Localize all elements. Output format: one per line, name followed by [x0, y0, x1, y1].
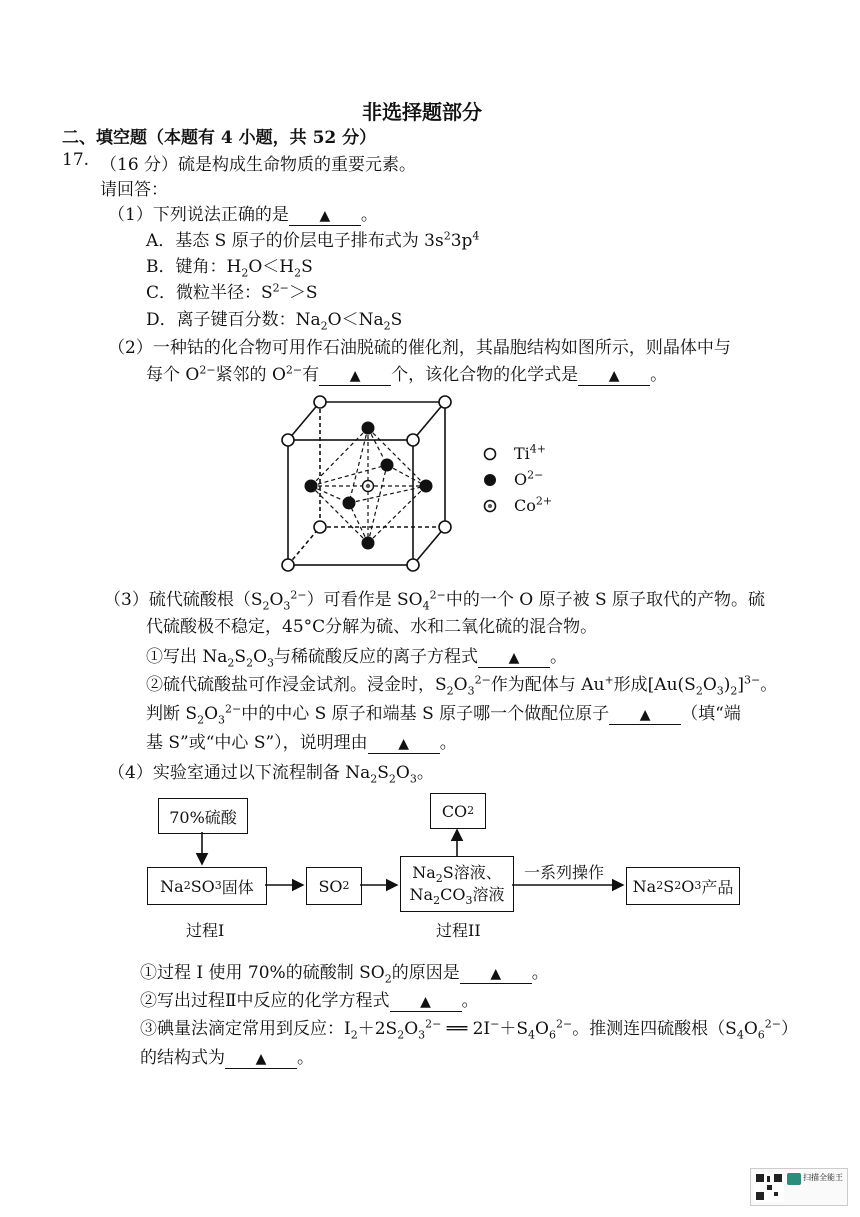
- part3-line1: （3）硫代硫酸根$(S_2O_3^{2-})$可看作是 $SO_4^{2-}$中的一个 O 原子被 S 原子取代的产物。硫: [104, 588, 766, 613]
- box-solution: $Na_2S$溶液、 $Na_2CO_3$溶液: [400, 856, 514, 912]
- process-2-label: 过程II: [436, 921, 481, 940]
- section-title: 非选择题部分: [362, 100, 482, 124]
- answer-blank[interactable]: ▲: [368, 734, 440, 754]
- part2-line1: （2）一种钴的化合物可用作石油脱硫的催化剂，其晶胞结构如图所示，则晶体中与: [108, 338, 731, 358]
- part3-line2: 代硫酸极不稳定，45°C分解为硫、水和二氧化硫的混合物。: [146, 617, 598, 637]
- legend-co: $Co^{2+}$: [514, 494, 553, 515]
- part3-item1: ①写出 $Na_2S_2O_3$与稀硫酸反应的离子方程式 ▲ 。: [146, 647, 568, 670]
- option-b: B．键角：$H_2O<H_2S$: [146, 257, 313, 280]
- part3-item4: 基 S”或“中心 S”），说明理由 ▲ 。: [146, 733, 457, 753]
- part4-stem: （4）实验室通过以下流程制备 $Na_2S_2O_3$。: [108, 763, 434, 786]
- box-acid: 70%硫酸: [158, 798, 248, 834]
- qr-code-icon: [754, 1172, 784, 1202]
- part2-line2: 每个 $O^{2-}$紧邻的 $O^{2-}$有 ▲ 个，该化合物的化学式是 ▲ 。: [146, 363, 668, 385]
- answer-blank[interactable]: ▲: [478, 648, 550, 668]
- process-1-label: 过程I: [186, 921, 225, 940]
- watermark-text: 扫描全能王: [803, 1173, 843, 1182]
- answer-blank[interactable]: ▲: [609, 705, 681, 725]
- flow-ops-label: 一系列操作: [524, 863, 605, 882]
- box-so2: SO 2: [306, 867, 362, 905]
- answer-blank[interactable]: ▲: [390, 992, 462, 1012]
- answer-blank[interactable]: ▲: [225, 1049, 297, 1069]
- part4-item2: ②写出过程Ⅱ中反应的化学方程式 ▲ 。: [140, 991, 479, 1011]
- part-heading: 二、填空题（本题有 4 小题，共 52 分）: [62, 128, 377, 148]
- part4-item3: ③碘量法滴定常用到反应：$I_2+2S_2O_3^{2-}$ ══ $2I^-+S_4O_6^{2-}$。推测连四硫酸根$(S_4O_6^{2-})$: [140, 1017, 798, 1042]
- part4-item4: 的结构式为 ▲ 。: [140, 1048, 314, 1068]
- option-d: D．离子键百分数：$Na_2O<Na_2S$: [146, 310, 403, 333]
- question-prompt: 请回答：: [100, 180, 168, 200]
- box-product: Na 2 S 2 O 3 产品: [626, 867, 740, 905]
- legend-ti: $Ti^{4+}$: [514, 442, 547, 463]
- part4-item1: ①过程 I 使用 70%的硫酸制 $SO_2$的原因是 ▲ 。: [140, 963, 549, 986]
- answer-blank[interactable]: ▲: [578, 366, 650, 386]
- scanner-watermark: [750, 1168, 848, 1206]
- scanner-logo-icon: [787, 1173, 801, 1185]
- option-a: A．基态 S 原子的价层电子排布式为 $3s^23p^4$: [146, 229, 480, 251]
- question-number: 17.: [62, 150, 90, 170]
- option-c: C．微粒半径：$S^{2-}>S$: [146, 281, 318, 303]
- part3-item3: 判断 $S_2O_3^{2-}$中的中心 S 原子和端基 S 原子哪一个做配位原子 ▲ （填“端: [146, 702, 741, 727]
- legend-o: $O^{2-}$: [514, 468, 544, 489]
- part3-item2: ②硫代硫酸盐可作浸金试剂。浸金时，$S_2O_3^{2-}$作为配体与 Au+形成$[Au(S_2O_3)_2]^{3-}$。: [146, 673, 778, 698]
- part1-stem: （1）下列说法正确的是 ▲ 。: [108, 205, 378, 225]
- answer-blank[interactable]: ▲: [460, 964, 532, 984]
- box-co2: CO 2: [430, 793, 486, 829]
- box-na2so3: Na 2 SO 3 固体: [147, 867, 267, 905]
- answer-blank[interactable]: ▲: [289, 206, 361, 226]
- answer-blank[interactable]: ▲: [319, 366, 391, 386]
- question-intro: （16 分）硫是构成生命物质的重要元素。: [100, 155, 417, 175]
